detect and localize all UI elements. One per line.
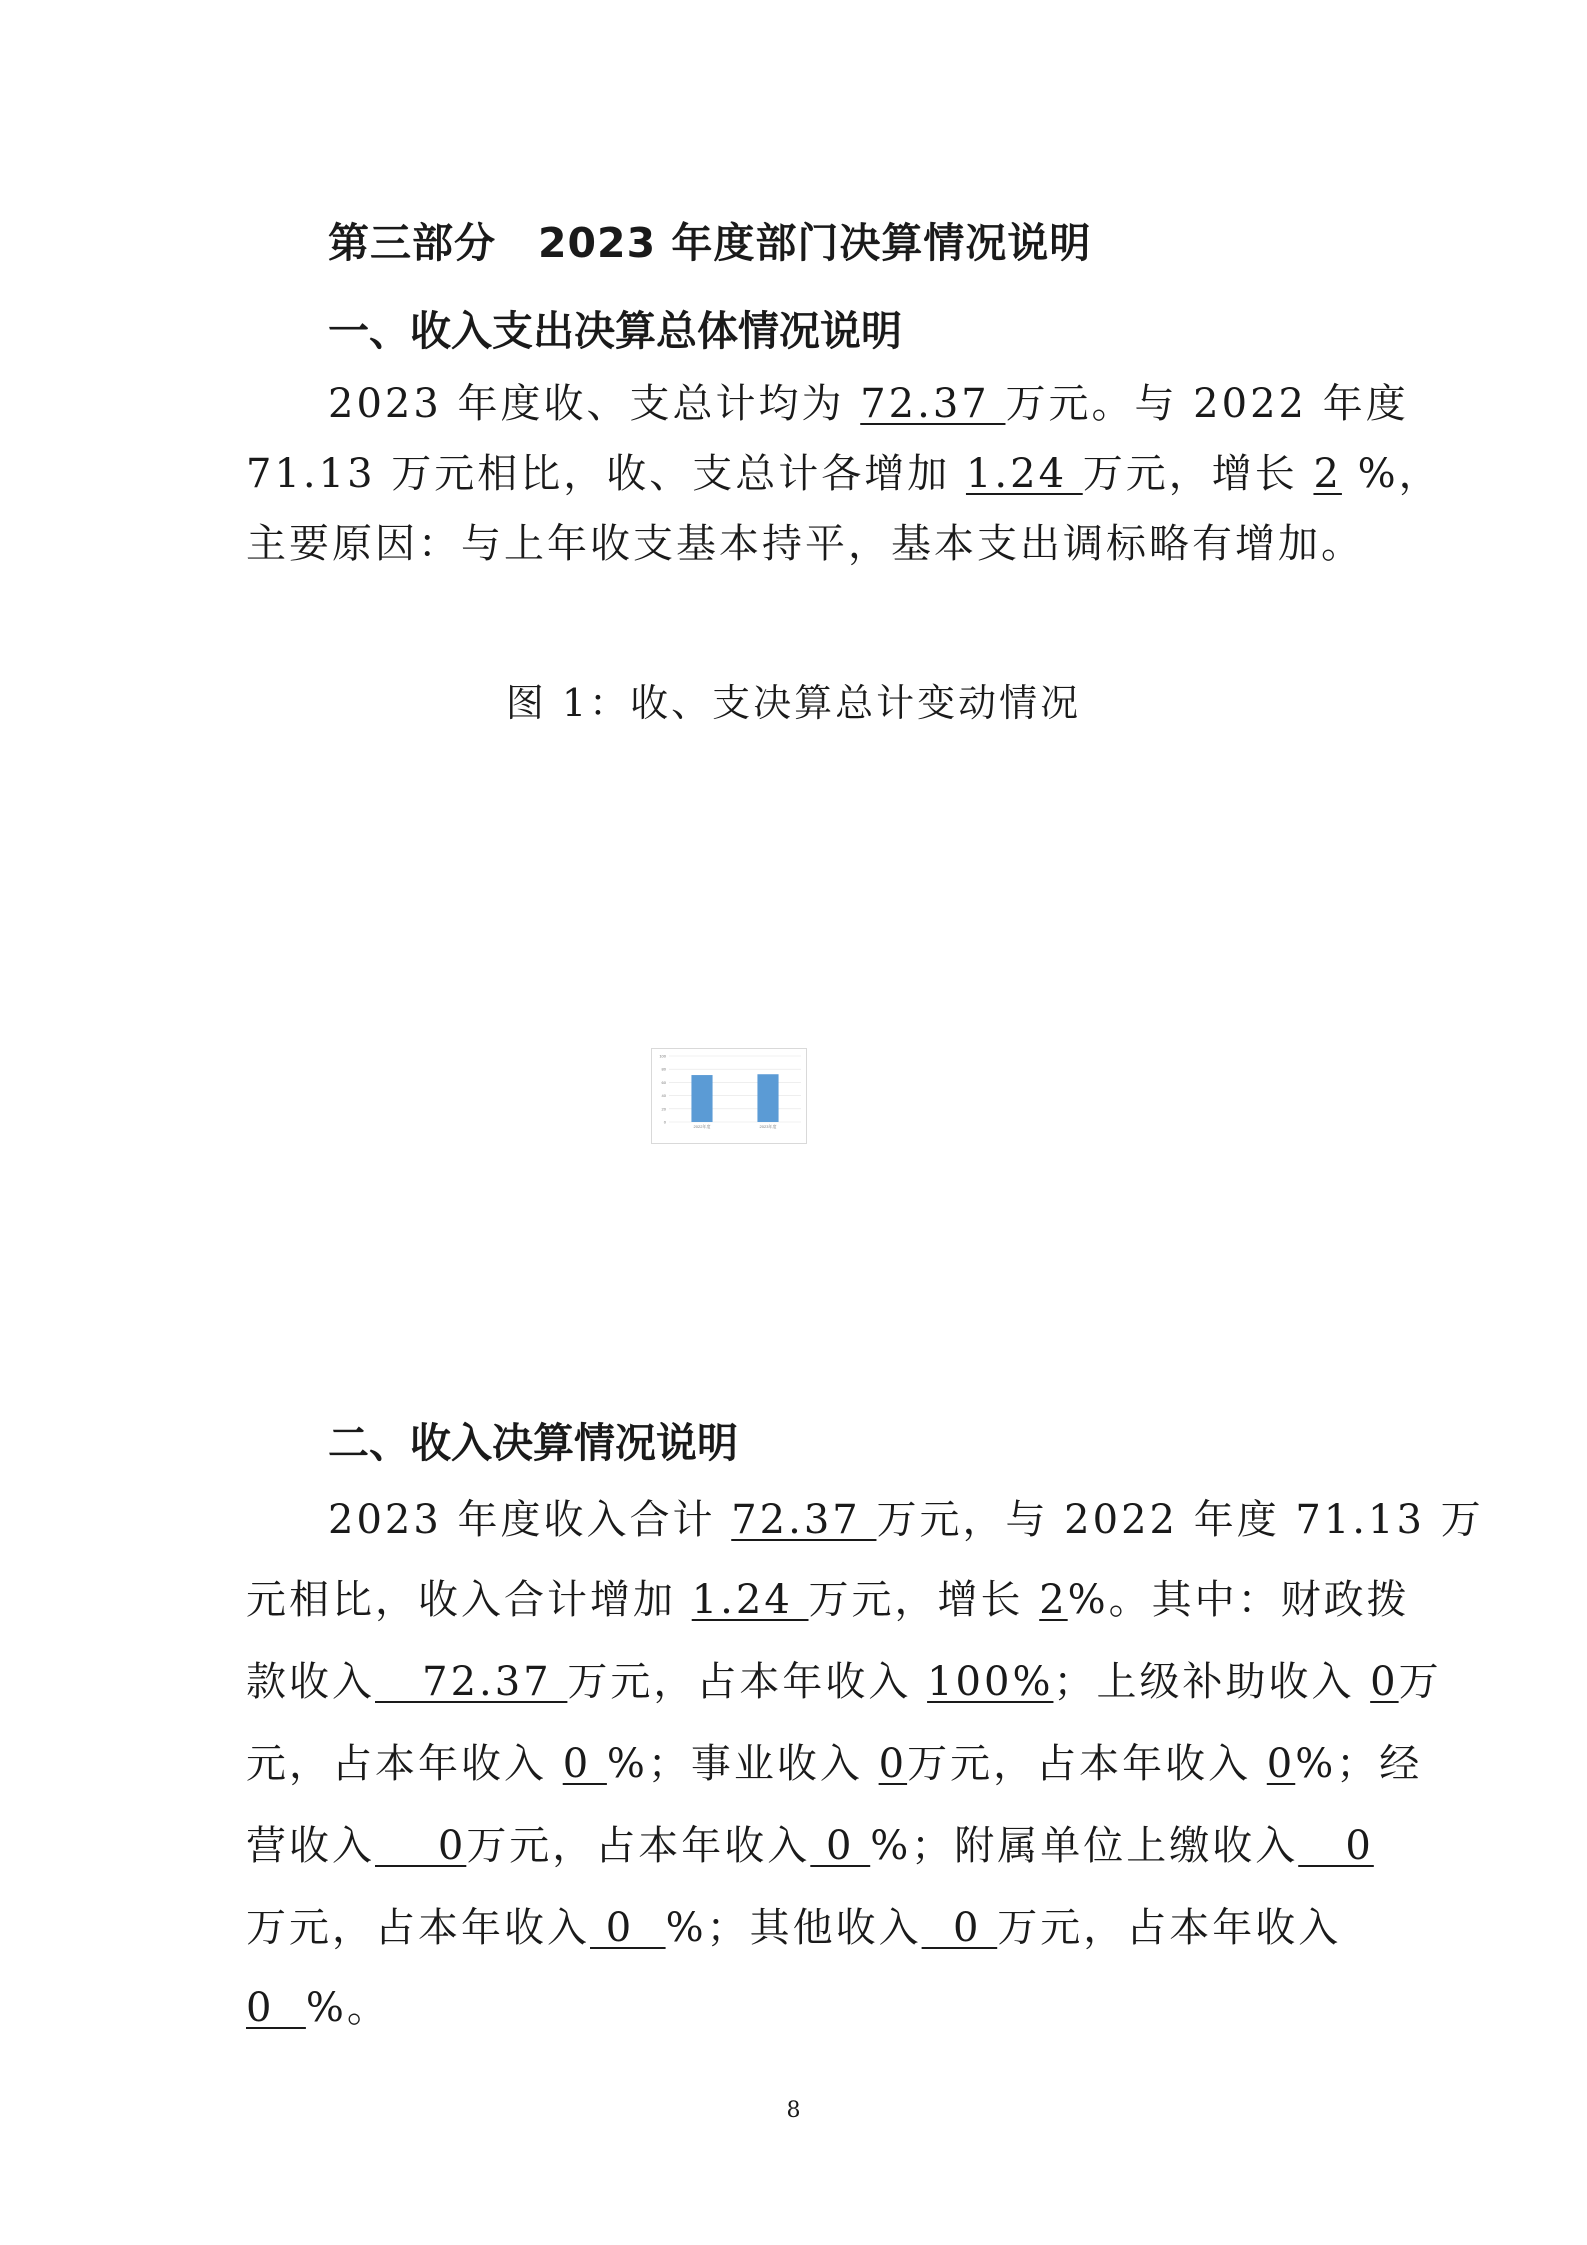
- underlined-value: 0: [878, 1741, 908, 1787]
- underlined-value: 0: [1298, 1823, 1374, 1869]
- paragraph-line: [246, 1976, 390, 2033]
- text-run: 元，占本年收入: [246, 1741, 563, 1787]
- chart-frame: [652, 1049, 807, 1144]
- figure-caption: 图 1：收、支决算总计变动情况: [505, 681, 1082, 725]
- paragraph-line: [246, 1896, 1341, 1953]
- page-number: 8: [786, 2098, 801, 2123]
- text-run: 元相比，收入合计增加: [246, 1577, 692, 1623]
- section-1-heading: 一、收入支出决算总体情况说明: [328, 307, 902, 355]
- underlined-value: 0: [246, 1985, 306, 2031]
- text-run: %。其中：财政拨: [1067, 1577, 1410, 1623]
- text-run: 万元，占本年收入: [907, 1741, 1267, 1787]
- underlined-value: 0: [562, 1741, 607, 1787]
- text-run: %。: [305, 1985, 390, 2031]
- text-run: 万元，增长: [1082, 451, 1314, 497]
- text-run: 2023 年度收、支总计均为: [328, 381, 861, 427]
- underlined-value: 2: [1039, 1577, 1068, 1623]
- underlined-value: 1.24: [691, 1577, 809, 1623]
- text-run: %；附属单位上缴收入: [870, 1823, 1299, 1869]
- paragraph-line: [246, 1650, 1442, 1707]
- text-run: 万元，占本年收入: [567, 1659, 928, 1705]
- underlined-value: 2: [1313, 451, 1342, 497]
- underlined-value: 0: [375, 1823, 467, 1869]
- text-run: %；经: [1295, 1741, 1423, 1787]
- underlined-value: 0: [810, 1823, 871, 1869]
- text-run: 万元，与 2022 年度 71.13 万: [876, 1497, 1484, 1543]
- chart-y-tick-label: 100: [659, 1053, 666, 1059]
- text-run: %；其他收入: [665, 1905, 922, 1951]
- text-run: 2023 年度收入合计: [328, 1497, 732, 1543]
- text-run: 款收入: [246, 1659, 375, 1705]
- part-title: 第三部分 2023 年度部门决算情况说明: [328, 219, 1092, 267]
- text-run: 71.13 万元相比，收、支总计各增加: [246, 451, 966, 497]
- text-run: 万元，占本年收入: [246, 1905, 590, 1951]
- income-expense-chart: [651, 1048, 807, 1144]
- chart-y-tick-label: 20: [661, 1106, 666, 1112]
- underlined-value: 72.37: [860, 381, 1006, 427]
- paragraph-line: [328, 372, 1409, 429]
- chart-y-tick-label: 60: [661, 1079, 666, 1085]
- text-run: 主要原因：与上年收支基本持平，基本支出调标略有增加。: [246, 521, 1364, 567]
- chart-y-tick-label: 80: [661, 1066, 666, 1072]
- underlined-value: 72.37: [731, 1497, 877, 1543]
- section-2-heading: 二、收入决算情况说明: [328, 1419, 738, 1467]
- text-run: 万元。与 2022 年度: [1005, 381, 1409, 427]
- text-run: 万元，占本年收入: [466, 1823, 811, 1869]
- text-run: 万元，增长: [808, 1577, 1040, 1623]
- underlined-value: 72.37: [375, 1659, 568, 1705]
- paragraph-line: [328, 1488, 1484, 1545]
- text-run: 万: [1398, 1659, 1442, 1705]
- chart-y-tick-label: 40: [661, 1093, 666, 1099]
- paragraph-line: [246, 442, 1442, 499]
- underlined-value: 0: [1370, 1659, 1399, 1705]
- paragraph-line: [246, 512, 1364, 569]
- underlined-value: 0: [921, 1905, 998, 1951]
- chart-bar: [757, 1074, 778, 1122]
- underlined-value: 0: [590, 1905, 666, 1951]
- underlined-value: 0: [1266, 1741, 1296, 1787]
- chart-y-tick-label: 0: [663, 1119, 666, 1125]
- text-run: ；上级补助收入: [1053, 1659, 1371, 1705]
- underlined-value: 1.24: [965, 451, 1083, 497]
- paragraph-line: [246, 1814, 1374, 1871]
- chart-bar: [691, 1075, 712, 1122]
- text-run: %；事业收入: [606, 1741, 879, 1787]
- paragraph-line: [246, 1568, 1410, 1625]
- underlined-value: 100%: [927, 1659, 1054, 1705]
- chart-x-tick-label: 2023年度: [759, 1124, 777, 1129]
- text-run: 营收入: [246, 1823, 375, 1869]
- chart-x-tick-label: 2022年度: [693, 1124, 711, 1129]
- paragraph-line: [246, 1732, 1422, 1789]
- text-run: %，: [1341, 451, 1442, 497]
- text-run: 万元，占本年收入: [997, 1905, 1342, 1951]
